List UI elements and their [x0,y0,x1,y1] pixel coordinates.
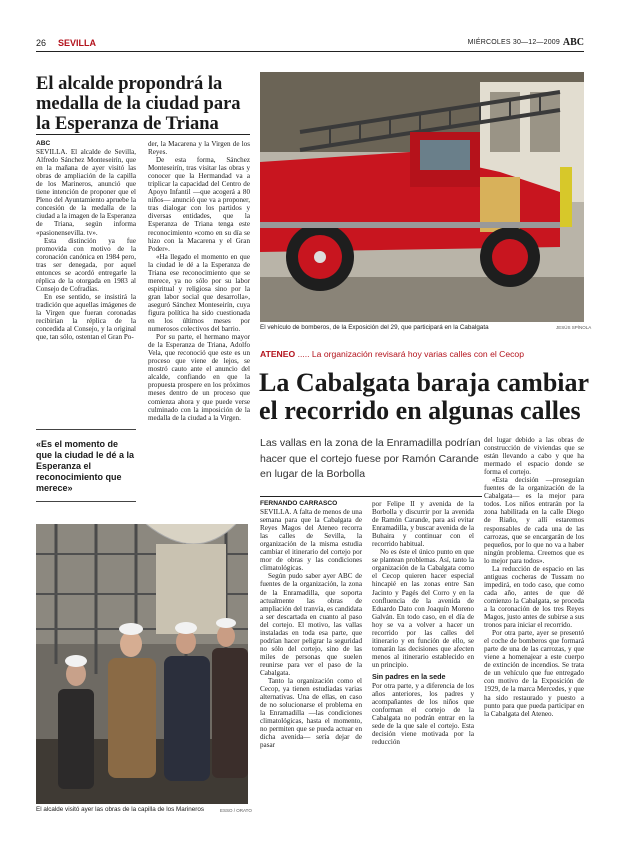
story2-column-1 [260,500,362,749]
story2-paragraph: La reducción de espacio en las antiguas cocheras de Tussam no impedirá, en todo caso, que como cada año, antes de que dé comienzo la Cabalgata, se proceda a la coronación de los tres Reyes Magos, justo antes de subirse a sus tronos para iniciar el recorrido. [484,564,584,630]
section-name: SEVILLA [58,38,97,48]
fire-engine-caption: El vehículo de bomberos, de la Exposición del 29, que participará en la Cabalgata [260,324,489,331]
story1-column-2 [148,140,250,510]
page-header [36,38,584,50]
brand-logo: ABC [562,37,584,48]
story2-paragraph: No es éste el único punto en que se plantean problemas. Así, tanto la organización de la Cabalgata como el Cecop quieren hacer especial hincapié en las zonas entre San Jacinto y Pagés del Corro y en la confluencia de la avenida de Eduardo Dato con Joaquín Moreno Galván. En todo caso, en el día de hoy se va a volver a hacer un recorrido por las calles del itinerario y en función de ello, se tomarán las decisiones que afecten menos al itinerario establecido en un principio. [372,548,474,669]
story1-paragraph: SEVILLA. El alcalde de Sevilla, Alfredo Sánchez Monteseirín, que en la mañana de ayer visitó las obras de ampliación de la capilla de los Marineros, anunció que tiene intención de proponer que el Pleno del Ayuntamiento apruebe la concesión de la medalla de la ciudad a la imagen de la Esperanza de Triana, según informa «pasionensevilla. tv». [36,148,136,237]
story1-paragraph: «Ha llegado el momento en que la ciudad le dé a la Esperanza de Triana ese reconocimiento que se merece, ya no sólo por su labor espiritual y religiosa sino por la gran labor social que desarrolla», aseguró Sánchez Monteseirín, cuya figura política ha sido cuestionada en los últimos meses por numerosos colectivos del barrio. [148,252,250,334]
story2-paragraph: Según pudo saber ayer ABC de fuentes de la organización, la zona de la Enramadilla, que soporta actualmente las obras de ampliación del tranvía, es candidata a ser descartada en cuanto al paso del cortejo. El motivo, las vallas instaladas en toda esa parte, que podrían hacer peligrar la seguridad no sólo del cortejo, sino de las miles de personas que suelen reunirse para ver el paso de la Cabalgata. [260,572,362,677]
fire-engine-photo-image [260,72,584,322]
story2-rule [260,496,482,497]
story1-paragraph: De esta forma, Sánchez Monteseirín, tras visitar las obras y conocer que la Hermandad va a triplicar la capacidad del Centro de Apoyo Infantil —que acogerá a 80 niños— anunció que va a proponer, tras dialogar con los partidos y diversas entidades, que la Esperanza de Triana tenga este reconocimiento «como en su día se hizo con la Macarena y el Gran Poder». [148,156,250,253]
story1-byline: ABC [36,140,51,147]
story1-rule [36,134,250,135]
mayor-visit-photo [36,524,248,804]
story1-paragraph: Por su parte, el hermano mayor de la Esperanza de Triana, Adolfo Vela, que reconoció que este es un proceso que viene de lejos, se mostró cauto ante el anuncio del alcalde, confiando en que la propuesta prospere en los próximos meses dentro de un proceso que comienza ahora y que puede verse culminado con la imposición de la medalla de la ciudad a la Virgen. [148,333,250,422]
pull-quote [36,429,136,502]
story2-paragraph: Por otra parte, y a diferencia de los años anteriores, los padres y acompañantes de los niños que conforman el cortejo de la Cabalgata no podrán entrar en la sede de la que sale el cortejo. Esta decisión viene motivada por la reducción [372,682,474,747]
story1-headline: El alcalde propondrá la medalla de la ciudad para la Esperanza de Triana [36,74,241,134]
story1-paragraph: Esta distinción ya fue promovida con motivo de la coronación canónica en 1984 pero, tras ser denegada, por aquel entonces se acordó entregarle la réplica de la otorgada en 1983 al Consejo de Cofradías. [36,236,136,293]
story2-paragraph: por Felipe II y avenida de la Borbolla y discurrir por la avenida de Ramón Carande, para así evitar Enramadilla, y buscar avenida de la Buhaira y continuar con el recorrido habitual. [372,500,474,549]
page-number: 26 [36,38,47,48]
story2-headline: La Cabalgata baraja cambiar el recorrido en algunas calles [259,368,589,425]
kicker-section: ATENEO [260,349,296,359]
story2-kicker [260,349,590,359]
header-rule [36,51,584,52]
story1-paragraph: der, la Macarena y la Virgen de los Reyes. [148,140,250,157]
story2-deck: Las vallas en la zona de la Enramadilla podrían hacer que el cortejo fuese por Ramón Carande en lugar de la Borbolla [260,437,481,480]
story2-paragraph: «Esta decisión —proseguían fuentes de la organización de la Cabalgata— es la mejor para todos. Los niños entrarán por la zona habilitada en la calle Diego de Riaño, y allí estaremos responsables de cada una de las carrozas, que se encargarán de los pequeños, por lo que no va a haber ningún problema. Creemos que es lo mejor para todos». [484,476,584,565]
story2-subhead: Sin padres en la sede [372,671,446,681]
story1-paragraph: En ese sentido, se insistirá la tradición que aquellas imágenes de la Virgen que fueran coronadas recibirían la réplica de la concedida al Consejo, y la original que, tan sólo, ostentan el Gran Po- [36,292,136,342]
story2-column-2 [372,500,474,746]
fire-engine-photo [260,72,584,322]
story2-paragraph: Tanto la organización como el Cecop, ya tienen estudiadas varias alternativas. Una de ellas, en caso de no solucionarse el problema en la Enramadilla —las condiciones climatológicas, hasta el momento, no permiten que se pueda actuar en dicha avenida— sería dejar de pasar [260,677,362,750]
story1-column-1 [36,140,136,341]
mayor-photo-caption: El alcalde visitó ayer las obras de la capilla de los Marineros [36,806,204,813]
mayor-photo-credit: ESSO / ORATO [220,808,252,813]
story2-paragraph: Por otra parte, ayer se presentó el coche de bomberos que formará parte de una de las carrozas, y que viene a homenajear a este cuerpo de extinción de incendios. Se trata de un vehículo que fue entregado con motivo de la Exposición de 1929, de la marca Mercedes, y que ha sido restaurado y puesto a punto para que pueda participar en la Cabalgata del Ateneo. [484,629,584,718]
story2-paragraph: SEVILLA. A falta de menos de una semana para que la Cabalgata de Reyes Magos del Ateneo recorra las calles de Sevilla, la organización de la misma estudia cambiar el itinerario del cortejo por mor de obras y las condiciones climatológicas. [260,508,362,573]
mayor-visit-photo-image [36,524,248,804]
story2-column-3 [484,436,584,718]
kicker-text: La organización revisará hoy varias calles con el Cecop [311,349,524,359]
story2-byline: FERNANDO CARRASCO [260,500,338,507]
issue-date: MIÉRCOLES 30—12—2009 [467,39,560,46]
story2-paragraph: del lugar debido a las obras de construcción de viviendas que se están llevando a cabo y que ha mermado el espacio donde se forma el cortejo. [484,436,584,477]
kicker-separator: ..... [297,349,312,359]
pull-quote-text: «Es el momento de que la ciudad le dé a la Esperanza el reconocimiento que merece» [36,439,135,493]
fire-engine-credit: JESÚS SPÍNOLA [556,325,592,330]
